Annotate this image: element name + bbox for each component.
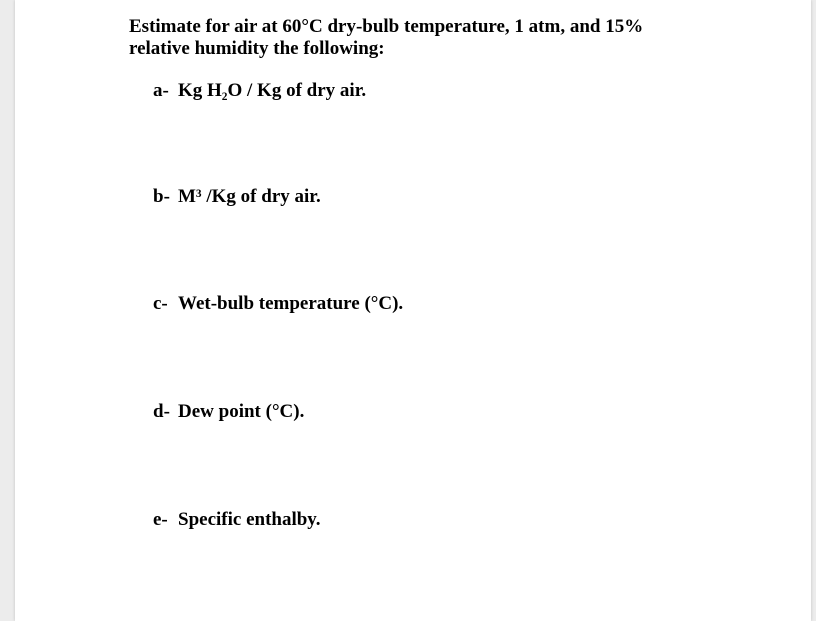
question-item-d bbox=[153, 401, 304, 423]
intro-line-1: Estimate for air at 60°C dry-bulb temperature, 1 atm, and 15% bbox=[129, 16, 644, 37]
problem-statement bbox=[129, 16, 643, 60]
item-text: Dew point (°C). bbox=[178, 401, 305, 422]
question-item-c bbox=[153, 293, 403, 315]
item-marker: d- bbox=[153, 401, 170, 422]
question-item-a bbox=[153, 80, 366, 102]
item-marker: a- bbox=[153, 80, 169, 101]
question-item-e bbox=[153, 509, 321, 531]
item-marker: e- bbox=[153, 509, 168, 530]
item-text: Wet-bulb temperature (°C). bbox=[178, 293, 404, 314]
item-text: Specific enthalby. bbox=[178, 509, 321, 530]
document-page bbox=[15, 0, 811, 621]
question-item-b bbox=[153, 186, 321, 208]
item-marker: b- bbox=[153, 186, 170, 207]
item-text: Kg H₂O / Kg of dry air. bbox=[178, 80, 367, 101]
item-marker: c- bbox=[153, 293, 168, 314]
intro-line-2: relative humidity the following: bbox=[129, 38, 385, 59]
item-text: M³ /Kg of dry air. bbox=[178, 186, 321, 207]
